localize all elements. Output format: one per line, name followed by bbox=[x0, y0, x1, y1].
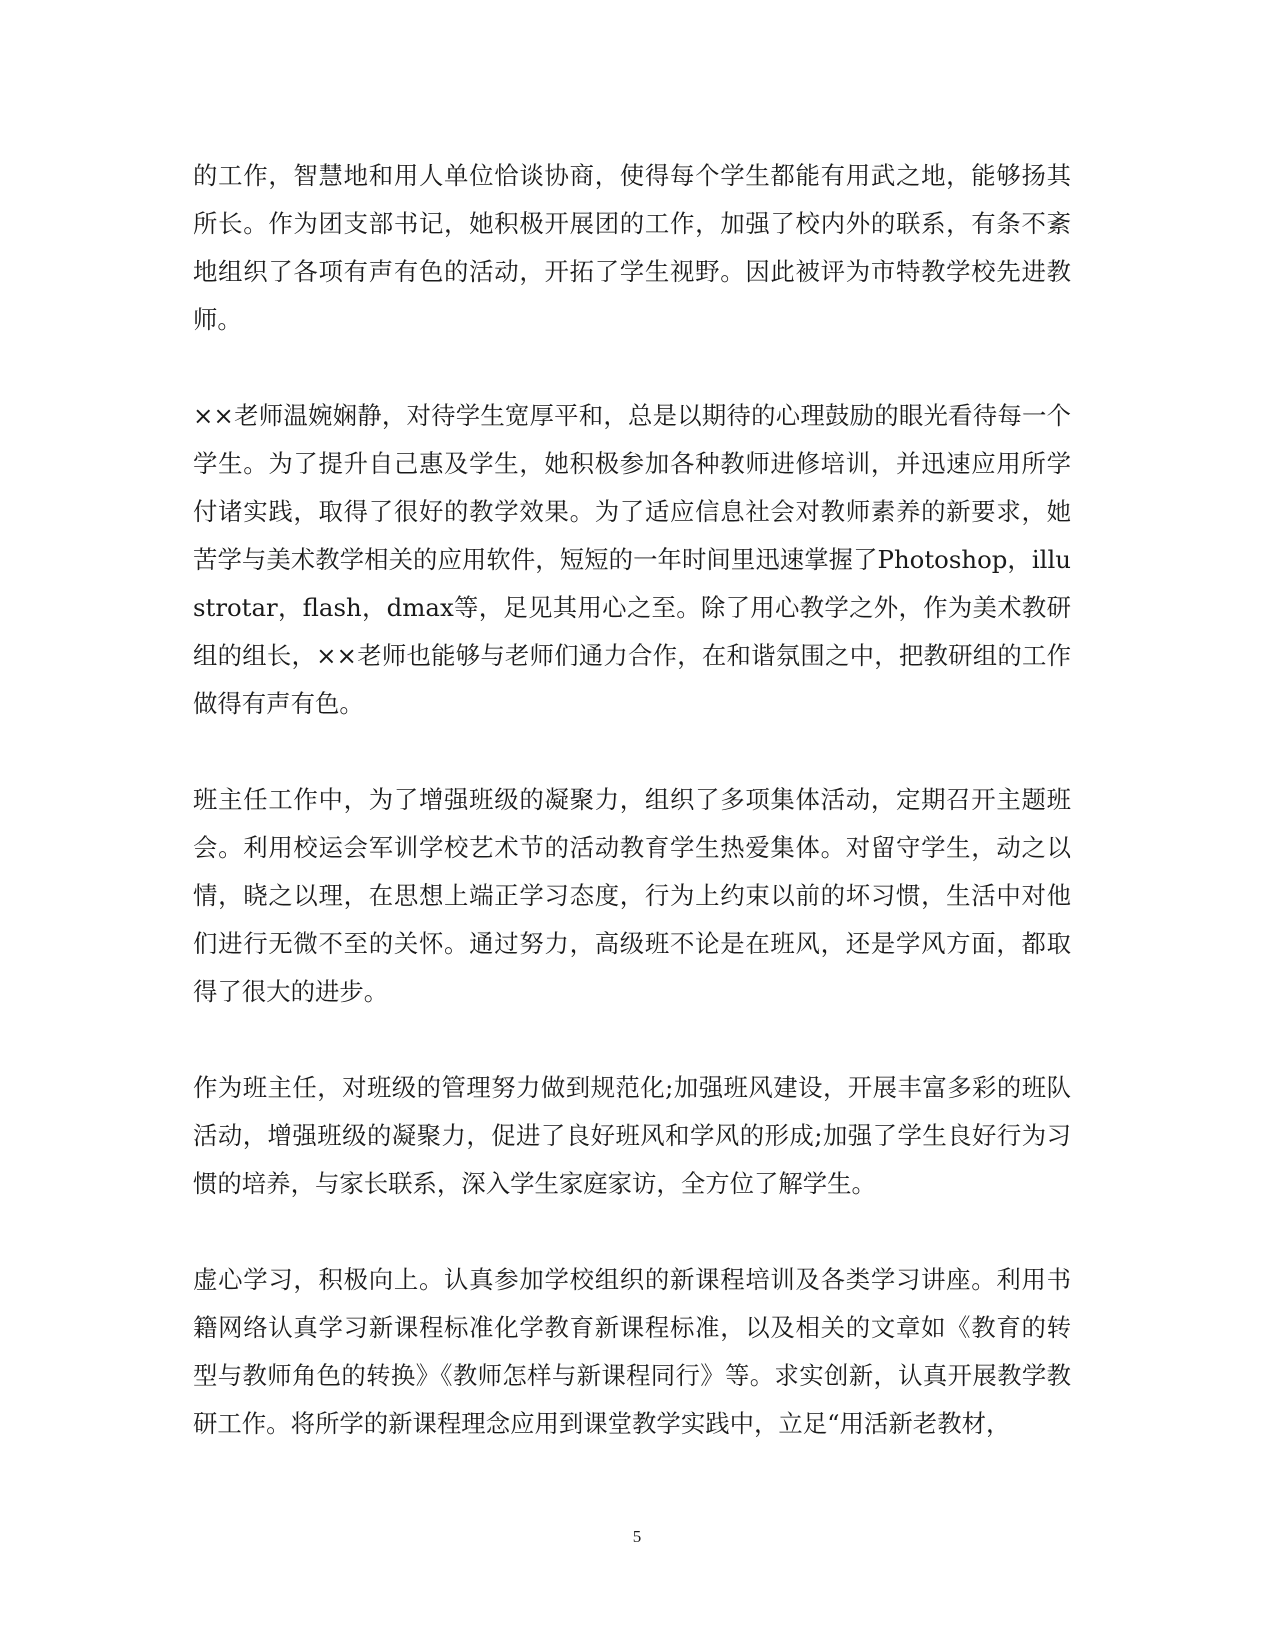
paragraph-3: 班主任工作中，为了增强班级的凝聚力，组织了多项集体活动，定期召开主题班会。利用校运会军训学校艺术节的活动教育学生热爱集体。对留守学生，动之以情，晓之以理，在思想上端正学习态度，行为上约束以前的坏习惯，生活中对他们进行无微不至的关怀。通过努力，高级班不论是在班风，还是学风方面，都取得了很大的进步。 bbox=[193, 785, 1071, 1006]
document-body bbox=[193, 152, 1071, 1496]
paragraph-5: 虚心学习，积极向上。认真参加学校组织的新课程培训及各类学习讲座。利用书籍网络认真学习新课程标准化学教育新课程标准，以及相关的文章如《教育的转型与教师角色的转换》《教师怎样与新课程同行》等。求实创新，认真开展教学教研工作。将所学的新课程理念应用到课堂教学实践中，立足“用活新老教材， bbox=[193, 1265, 1071, 1438]
paragraph-2: ××老师温婉娴静，对待学生宽厚平和，总是以期待的心理鼓励的眼光看待每一个学生。为了提升自己惠及学生，她积极参加各种教师进修培训，并迅速应用所学付诸实践，取得了很好的教学效果。为了适应信息社会对教师素养的新要求，她苦学与美术教学相关的应用软件，短短的一年时间里迅速掌握了Photoshop，illustrotar，flash，dmax等，足见其用心之至。除了用心教学之外，作为美术教研组的组长，××老师也能够与老师们通力合作，在和谐氛围之中，把教研组的工作做得有声有色。 bbox=[193, 401, 1071, 718]
paragraph-1: 的工作，智慧地和用人单位恰谈协商，使得每个学生都能有用武之地，能够扬其所长。作为团支部书记，她积极开展团的工作，加强了校内外的联系，有条不紊地组织了各项有声有色的活动，开拓了学生视野。因此被评为市特教学校先进教师。 bbox=[193, 161, 1071, 334]
paragraph-4: 作为班主任，对班级的管理努力做到规范化;加强班风建设，开展丰富多彩的班队活动，增强班级的凝聚力，促进了良好班风和学风的形成;加强了学生良好行为习惯的培养，与家长联系，深入学生家庭家访，全方位了解学生。 bbox=[193, 1073, 1071, 1198]
page-number: 5 bbox=[632, 1527, 642, 1546]
